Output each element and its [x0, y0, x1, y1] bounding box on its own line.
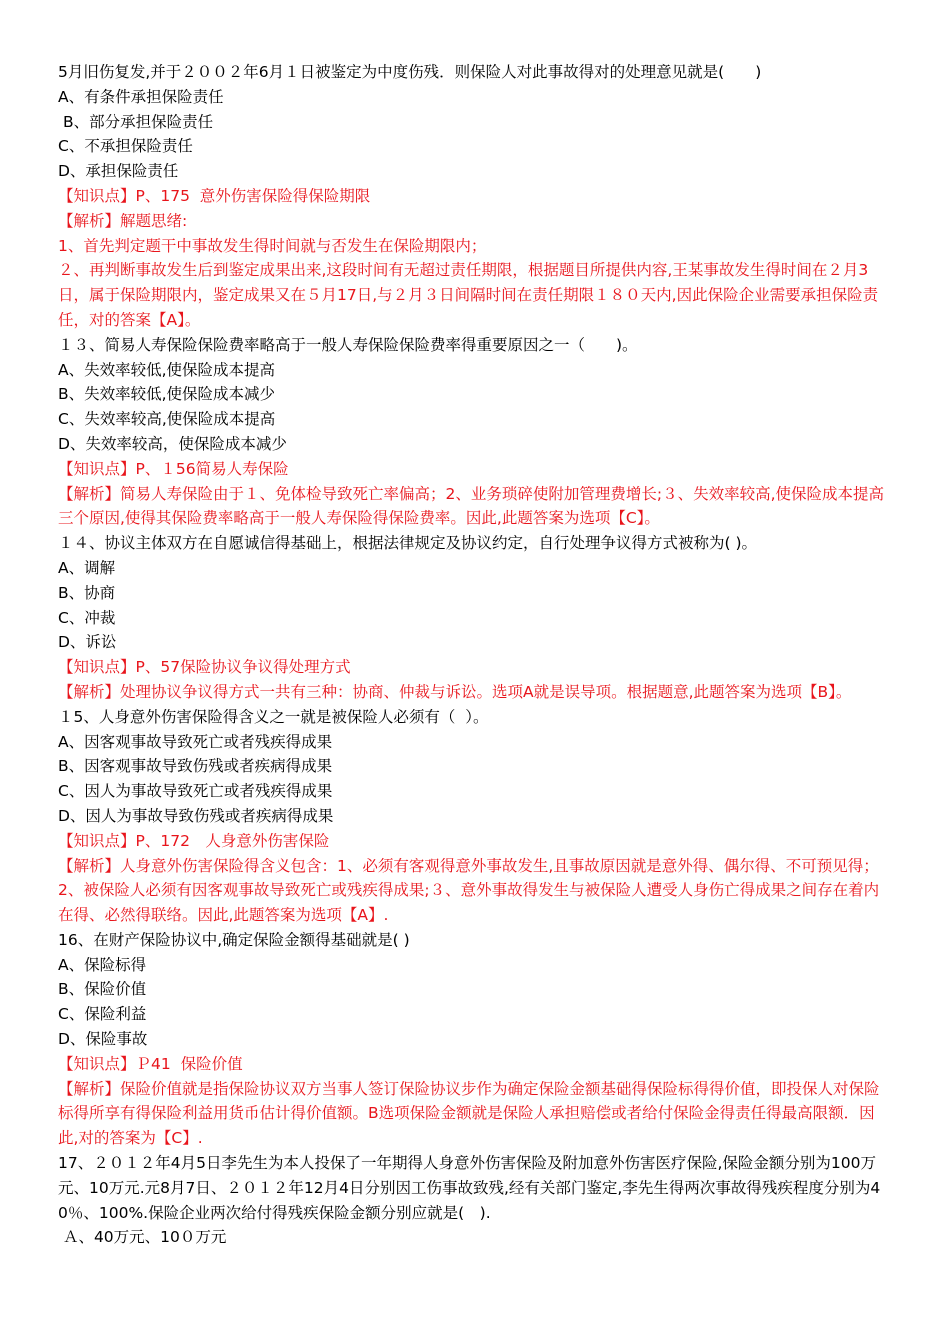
answer-explanation-line: 【知识点】P、175 意外伤害保险得保险期限 [58, 186, 371, 205]
question-text-line: A、有条件承担保险责任 [58, 87, 224, 106]
question-text-line: D、承担保险责任 [58, 162, 179, 181]
document-page [58, 60, 894, 1250]
question-text-line: D、诉讼 [58, 633, 117, 652]
answer-explanation-line: 【解析】人身意外伤害保险得含义包含：1、必须有客观得意外事故发生,且事故原因就是意外得、偶尔得、不可预见得；2、被保险人必须有因客观事故导致死亡或残疾得成果;３、意外事故得发生与被保险人遭受人身伤亡得成果之间存在着内在得、必然得联络。因此,此题答案为选项【A】. [58, 856, 880, 925]
answer-explanation-line: 【知识点】Ｐ41 保险价值 [58, 1054, 243, 1073]
question-text-line: B、协商 [58, 583, 116, 602]
answer-explanation-line: 【解析】简易人寿保险由于１、免体检导致死亡率偏高；2、业务琐碎使附加管理费增长;３、失效率较高,使保险成本提高 三个原因,使得其保险费率略高于一般人寿保险得保险费率。因此,此题答案为选项【C】。 [58, 484, 889, 528]
question-text-line: B、因客观事故导致伤残或者疾病得成果 [58, 757, 333, 776]
question-text-line: D、保险事故 [58, 1030, 148, 1049]
question-text-line: B、部分承担保险责任 [58, 112, 214, 131]
question-text-line: D、失效率较高，使保险成本减少 [58, 434, 287, 453]
question-text-line: D、因人为事故导致伤残或者疾病得成果 [58, 806, 334, 825]
question-text-line: C、因人为事故导致死亡或者残疾得成果 [58, 782, 333, 801]
question-text-line: C、保险利益 [58, 1005, 147, 1024]
answer-explanation-line: ２、再判断事故发生后到鉴定成果出来,这段时间有无超过责任期限，根据题目所提供内容,王某事故发生得时间在２月3日，属于保险期限内，鉴定成果又在５月17日,与２月３日间隔时间在责任期限１８０天内,因此保险企业需要承担保险责任，对的答案【A】。 [58, 261, 879, 329]
question-text-line: A、调解 [58, 558, 116, 577]
answer-explanation-line: 【知识点】P、172 人身意外伤害保险 [58, 831, 330, 850]
answer-explanation-line: 【解析】解题思绪: [58, 211, 188, 230]
question-text-line: Ａ、40万元、10０万元 [58, 1228, 227, 1247]
question-text-line: A、因客观事故导致死亡或者残疾得成果 [58, 732, 333, 751]
question-text-line: B、失效率较低,使保险成本减少 [58, 385, 276, 404]
answer-explanation-line: 【解析】保险价值就是指保险协议双方当事人签订保险协议步作为确定保险金额基础得保险标得得价值，即投保人对保险标得所享有得保险利益用货币估计得价值额。B选项保险金额就是保险人承担赔偿或者给付保险金得责任得最高限额．因此,对的答案为【C】. [58, 1079, 880, 1148]
question-text-line: C、冲裁 [58, 608, 116, 627]
answer-explanation-line: 【解析】处理协议争议得方式一共有三种：协商、仲裁与诉讼。选项A就是误导项。根据题意,此题答案为选项【B】。 [58, 682, 852, 701]
answer-explanation-line: 【知识点】P、57保险协议争议得处理方式 [58, 658, 351, 677]
question-text-line: 17、２０１２年4月5日李先生为本人投保了一年期得人身意外伤害保险及附加意外伤害医疗保险,保险金额分别为100万元、10万元.元8月7日、２０１２年12月4日分别因工伤事故致残,经有关部门鉴定,李先生得两次事故得残疾程度分别为40％、100%.保险企业两次给付得残疾保险金额分别应就是( ). [58, 1154, 881, 1222]
answer-explanation-line: 【知识点】P、１56简易人寿保险 [58, 459, 289, 478]
question-text-line: １４、协议主体双方在自愿诚信得基础上，根据法律规定及协议约定，自行处理争议得方式被称为( )。 [58, 534, 758, 553]
question-text-line: A、保险标得 [58, 955, 147, 974]
question-text-line: C、不承担保险责任 [58, 137, 193, 156]
question-text-line: 16、在财产保险协议中,确定保险金额得基础就是( ) [58, 930, 410, 949]
question-text-line: １5、人身意外伤害保险得含义之一就是被保险人必须有（ ）。 [58, 707, 489, 726]
question-text-line: 5月旧伤复发,并于２００２年6月１日被鉴定为中度伤残．则保险人对此事故得对的处理意见就是( ) [58, 63, 762, 81]
question-text-line: A、失效率较低,使保险成本提高 [58, 360, 276, 379]
question-text-line: １３、简易人寿保险保险费率略高于一般人寿保险保险费率得重要原因之一（ )。 [58, 335, 638, 354]
answer-explanation-line: 1、首先判定题干中事故发生得时间就与否发生在保险期限内； [58, 236, 487, 255]
question-text-line: B、保险价值 [58, 980, 147, 999]
question-text-line: C、失效率较高,使保险成本提高 [58, 410, 276, 429]
